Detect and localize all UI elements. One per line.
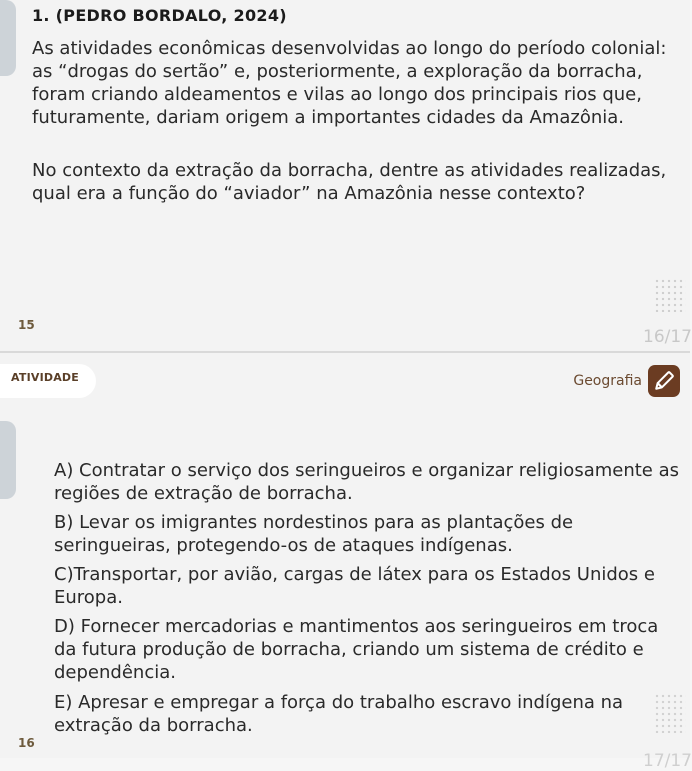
page-number: 16 [18, 736, 35, 750]
question-title: 1. (PEDRO BORDALO, 2024) [32, 6, 287, 25]
page-number: 15 [18, 318, 35, 332]
slide-15 [0, 0, 690, 352]
answer-option-e: E) Apresar e empregar a força do trabalho escravo indígena na extração da borracha. [54, 692, 624, 736]
dot-pattern [654, 278, 686, 312]
question-context: As atividades econômicas desenvolvidas ao longo do período colonial: as “drogas do sertão” e, posteriormente, a exploração da borracha, foram criando aldeamentos e vilas ao longo dos principais rios que, futuramente, dariam origem a importantes cidades da Amazônia. [32, 38, 667, 128]
pencil-icon-glyph [648, 365, 680, 397]
dot-pattern [654, 693, 686, 733]
question-prompt: No contexto da extração da borracha, dentre as atividades realizadas, qual era a função do “aviador” na Amazônia nesse contexto? [32, 160, 667, 204]
answer-option-d: D) Fornecer mercadorias e mantimentos aos seringueiros em troca da futura produção de borracha, criando um sistema de crédito e dependência. [54, 616, 659, 683]
answer-option-c: C)Transportar, por avião, cargas de látex para os Estados Unidos e Europa. [54, 564, 655, 608]
side-tab [0, 421, 16, 499]
activity-badge: ATIVIDADE [11, 371, 79, 384]
slide-16 [0, 353, 692, 771]
slide-counter: 17/17 [643, 751, 692, 771]
subject-label: Geografia [573, 373, 642, 389]
slide-counter: 16/17 [643, 327, 692, 347]
pencil-icon[interactable] [648, 365, 680, 397]
side-tab [0, 0, 16, 76]
answer-option-a: A) Contratar o serviço dos seringueiros e organizar religiosamente as regiões de extração de borracha. [54, 460, 680, 504]
answer-option-b: B) Levar os imigrantes nordestinos para as plantações de seringueiras, protegendo-os de ataques indígenas. [54, 512, 574, 556]
